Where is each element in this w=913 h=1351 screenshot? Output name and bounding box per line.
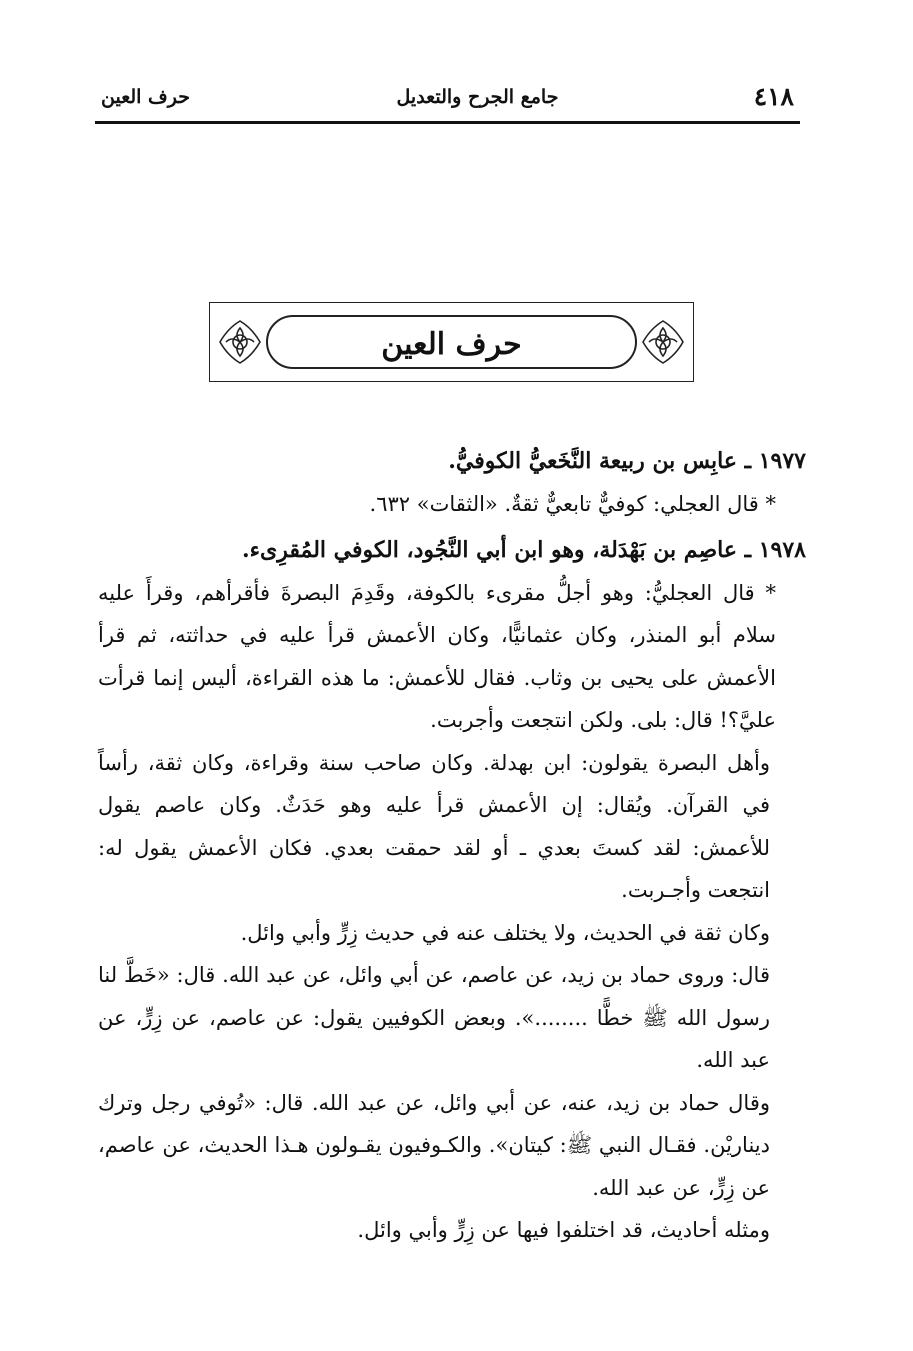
- book-title: جامع الجرح والتعديل: [396, 86, 559, 108]
- main-text: [98, 440, 806, 1252]
- page-number: ٤١٨: [753, 82, 794, 111]
- ornament-right-icon: [639, 317, 687, 367]
- banner-frame: [266, 315, 637, 369]
- paragraph: وكان ثقة في الحديث، ولا يختلف عنه في حديث زِرٍّ وأبي وائل.: [240, 920, 770, 945]
- entry-heading: ١٩٧٨ ـ عاصِم بن بَهْدَلة، وهو ابن أبي النَّجُود، الكوفي المُقرِىء.: [241, 537, 806, 563]
- paragraph: وقال حماد بن زيد، عنه، عن أبي وائل، عن عبد الله. قال: «تُوفي رجل وترك ديناريْن. فقـال النبي ﷺ: كيتان». والكـوفيون يقـولون هـذا الحديث، عن عاصم، عن زِرٍّ، عن عبد الله.: [98, 1090, 770, 1200]
- running-header: [95, 80, 800, 124]
- paragraph: * قال العجليُّ: وهو أجلُّ مقرىء بالكوفة، وقَدِمَ البصرةَ فأقرأهم، وقرأَ عليه سلام أبو المنذر، وكان عثمانيًّا، وكان الأعمش قرأ عليه في حداثته، ثم قرأ الأعمش على يحيى بن وثاب. فقال للأعمش: ما هذه القراءة، أليس إنما قرأت عليَّ؟! قال: بلى. ولكن انتجعت وأجربت.: [98, 580, 776, 732]
- paragraph: قال: وروى حماد بن زيد، عن عاصم، عن أبي وائل، عن عبد الله. قال: «خَطَّ لنا رسول الله ﷺ خطًّا ........». وبعض الكوفيين يقول: عن عاصم، عن زِرٍّ، عن عبد الله.: [98, 963, 770, 1072]
- entry-note: * قال العجلي: كوفيٌّ تابعيٌّ ثقةٌ. «الثقات» ٦٣٢.: [369, 491, 776, 516]
- ornament-left-icon: [216, 317, 264, 367]
- banner-title: حرف العين: [381, 327, 522, 362]
- paragraph: وأهل البصرة يقولون: ابن بهدلة. وكان صاحب سنة وقراءة، وكان ثقة، رأساً في القرآن. ويُقال: إن الأعمش قرأ عليه وهو حَدَثٌ. وكان عاصم يقول للأعمش: لقد كستَ بعدي ـ أو لقد حمقت بعدي. فكان الأعمش يقول له: انتجعت وأجـربت.: [98, 750, 770, 902]
- entry-heading: ١٩٧٧ ـ عابِس بن ربيعة النَّخَعيُّ الكوفيُّ.: [448, 448, 806, 474]
- header-rule: [95, 121, 800, 124]
- chapter-name: حرف العين: [101, 86, 190, 108]
- paragraph: ومثله أحاديث، قد اختلفوا فيها عن زِرٍّ وأبي وائل.: [357, 1218, 770, 1242]
- chapter-banner: [209, 302, 694, 382]
